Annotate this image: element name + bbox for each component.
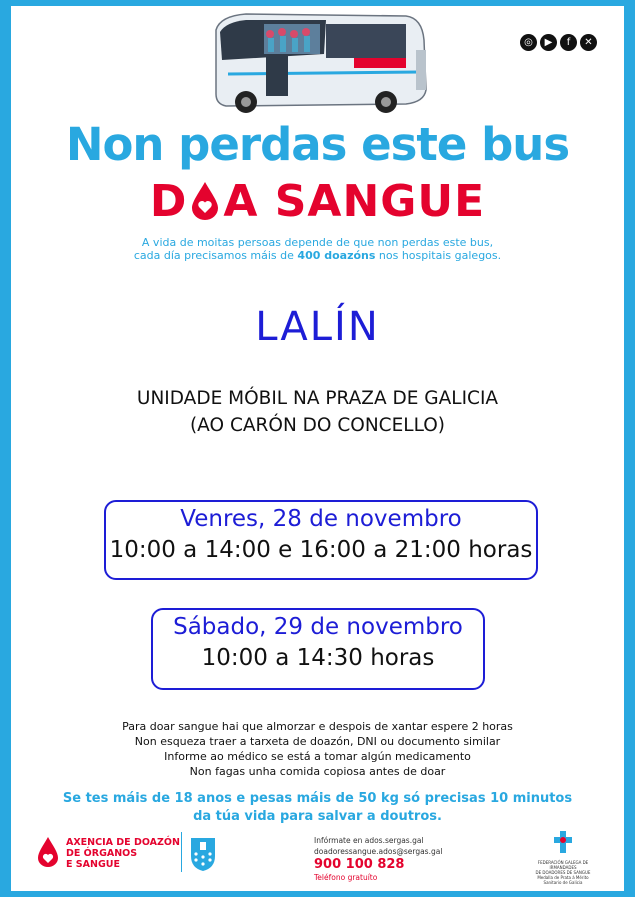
headline: Non perdas este bus	[65, 118, 570, 171]
schedule-box-friday	[104, 500, 538, 580]
youtube-icon[interactable]: ▶	[540, 34, 557, 51]
cta-line1: Se tes máis de 18 anos e pesas máis de 50 kg só precisas 10 minutos	[62, 791, 573, 806]
contact-website[interactable]: Infórmate en ados.sergas.gal	[314, 836, 424, 845]
agency-logo	[36, 832, 186, 874]
info-line: Informe ao médico se está a tomar algún medicamento	[164, 750, 471, 763]
cta-line2: da túa vida para salvar a doutros.	[193, 809, 442, 824]
brand-title	[0, 176, 635, 227]
info-line: Non fagas unha comida copiosa antes de doar	[189, 765, 446, 778]
blood-drop-heart-icon	[188, 180, 222, 220]
brand-letter-d: D	[149, 176, 188, 227]
info-line: Para doar sangue hai que almorzar e despois de xantar espere 2 horas	[122, 720, 513, 733]
federation-logo: FEDERACIÓN GALEGA DE IRMANDADES DE DOADORES DE SANGUE Medalla de Prata á Mérito Sanitario de Galicia	[528, 830, 598, 885]
contact-phone[interactable]: 900 100 828	[314, 857, 405, 872]
schedule-hours: 10:00 a 14:00 e 16:00 a 21:00 horas	[109, 537, 533, 563]
venue	[0, 385, 635, 439]
agency-name: AXENCIA DE DOAZÓN DE ÓRGANOS E SANGUE	[66, 837, 180, 870]
schedule-box-saturday	[151, 608, 485, 690]
brand-word: A SANGUE	[223, 176, 486, 227]
subline	[0, 236, 635, 262]
venue-line2: (AO CARÓN DO CONCELLO)	[189, 415, 446, 436]
schedule-day: Sábado, 29 de novembro	[173, 614, 463, 640]
agency-heart-drop-icon	[36, 836, 60, 868]
contact-phone-label: Teléfono gratuíto	[314, 873, 378, 882]
contact-email[interactable]: doadoressangue.ados@sergas.gal	[314, 847, 443, 856]
schedule-day: Venres, 28 de novembro	[180, 506, 462, 532]
subline-line2: cada día precisamos máis de 400 doazóns nos hospitais galegos.	[133, 249, 502, 262]
footer-divider	[181, 832, 182, 872]
instagram-icon[interactable]: ◎	[520, 34, 537, 51]
info-line: Non esqueza traer a tarxeta de doazón, DNI ou documento similar	[134, 735, 501, 748]
schedule-hours: 10:00 a 14:30 horas	[201, 645, 435, 671]
facebook-icon[interactable]: f	[560, 34, 577, 51]
call-to-action	[0, 790, 635, 826]
subline-line1: A vida de moitas persoas depende de que non perdas este bus,	[141, 236, 494, 249]
social-icons	[520, 34, 597, 51]
city-name: LALÍN	[255, 304, 380, 350]
x-icon[interactable]: ✕	[580, 34, 597, 51]
donation-info	[0, 719, 635, 779]
venue-line1: UNIDADE MÓBIL NA PRAZA DE GALICIA	[136, 388, 499, 409]
federation-cross-icon	[552, 830, 574, 856]
contact-block	[314, 835, 442, 883]
xunta-shield-icon	[189, 834, 217, 872]
bus-illustration	[206, 10, 432, 114]
